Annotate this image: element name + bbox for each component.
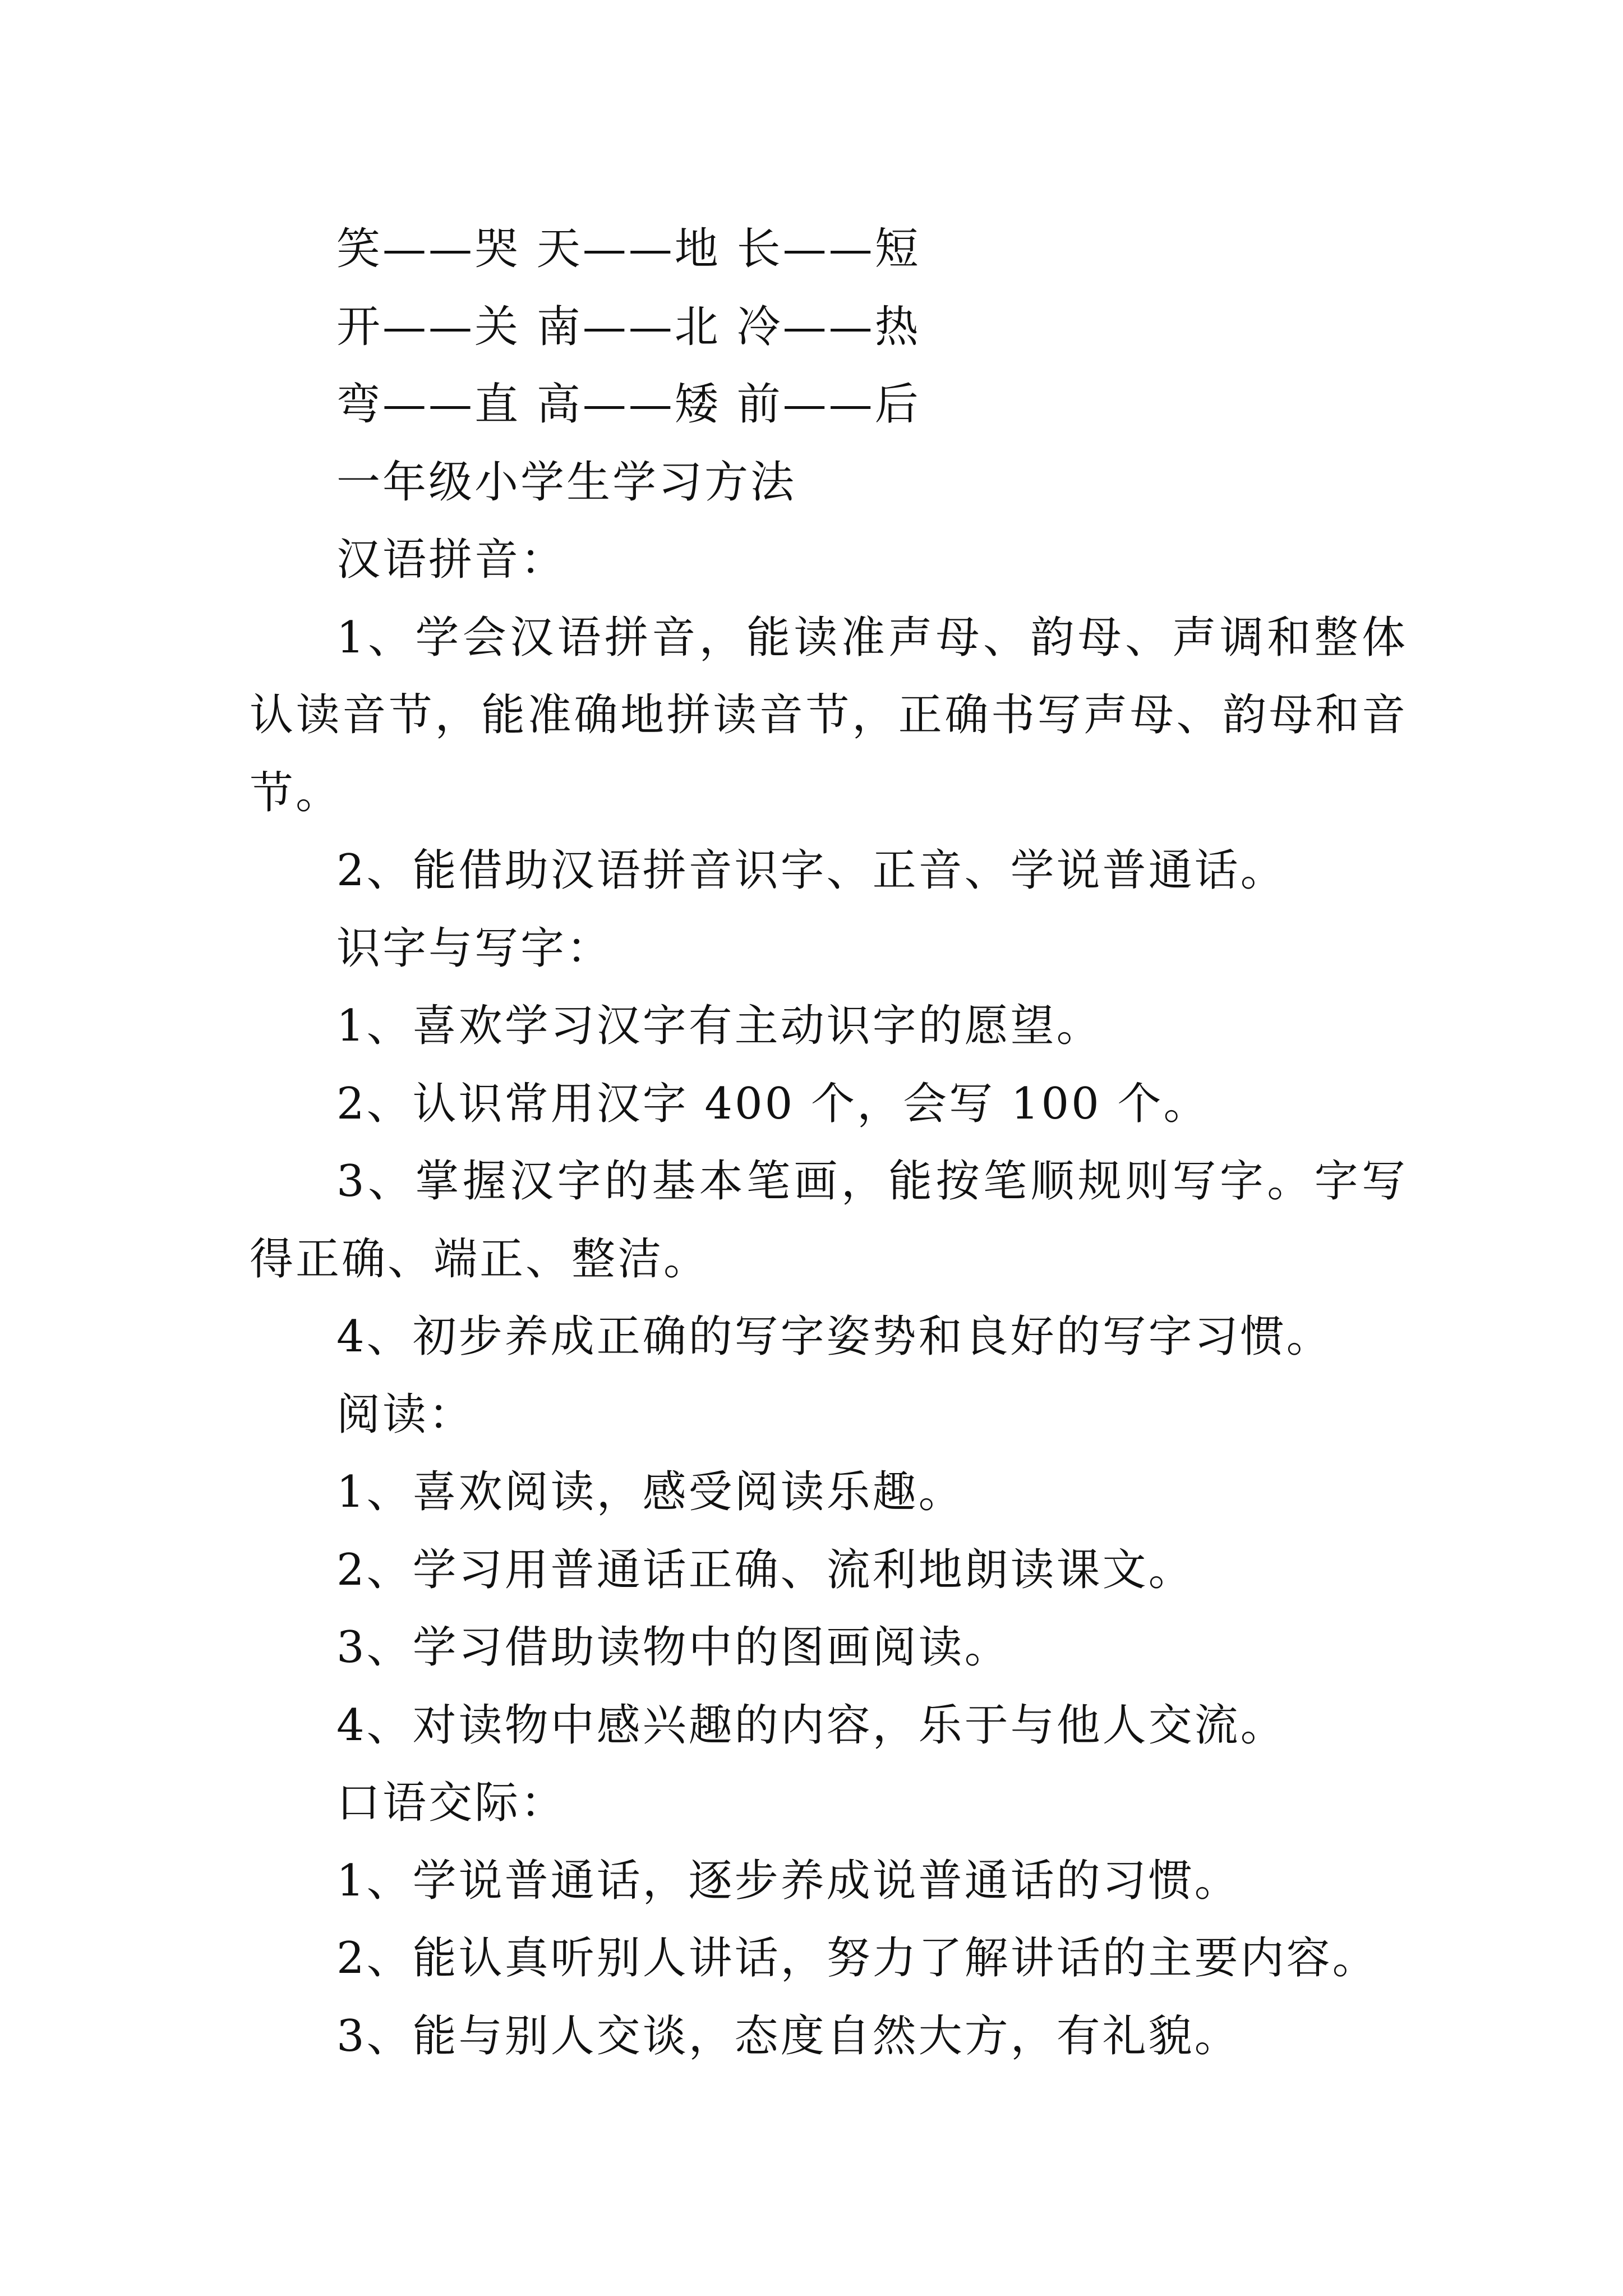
antonym-row: 弯——直 高——矮 前——后 (336, 379, 921, 430)
list-item: 1、喜欢学习汉字有主动识字的愿望。 (336, 1001, 1103, 1051)
list-item: 2、能认真听别人讲话，努力了解讲话的主要内容。 (336, 1933, 1378, 1984)
list-item: 1、喜欢阅读，感受阅读乐趣。 (336, 1467, 965, 1517)
antonym-row: 开——关 南——北 冷——热 (336, 301, 921, 352)
document-body (250, 210, 1408, 2075)
list-item: 2、认识常用汉字 400 个，会写 100 个。 (336, 1078, 1210, 1129)
list-item: 1、学会汉语拼音，能读准声母、韵母、声调和整体认读音节，能准确地拼读音节，正确书写声母、韵母和音节。 (250, 612, 1408, 818)
list-item: 1、学说普通话，逐步养成说普通话的习惯。 (336, 1855, 1241, 1906)
section-heading-writing: 识字与写字： (336, 923, 613, 974)
list-item: 2、学习用普通话正确、流利地朗读课文。 (336, 1544, 1195, 1595)
list-item: 3、能与别人交谈，态度自然大方，有礼貌。 (336, 2010, 1241, 2062)
antonym-row: 笑——哭 天——地 长——短 (336, 224, 921, 274)
section-heading-pinyin: 汉语拼音： (336, 535, 567, 585)
list-item: 4、初步养成正确的写字姿势和良好的写字习惯。 (336, 1312, 1332, 1362)
section-heading-speaking: 口语交际： (336, 1778, 567, 1828)
list-item: 3、掌握汉字的基本笔画，能按笔顺规则写字。字写得正确、端正、整洁。 (250, 1156, 1408, 1285)
list-item: 2、能借助汉语拼音识字、正音、学说普通话。 (336, 845, 1287, 896)
document-title: 一年级小学生学习方法 (336, 457, 797, 508)
list-item: 4、对读物中感兴趣的内容，乐于与他人交流。 (336, 1700, 1287, 1751)
list-item: 3、学习借助读物中的图画阅读。 (336, 1622, 1011, 1673)
section-heading-reading: 阅读： (336, 1389, 475, 1440)
